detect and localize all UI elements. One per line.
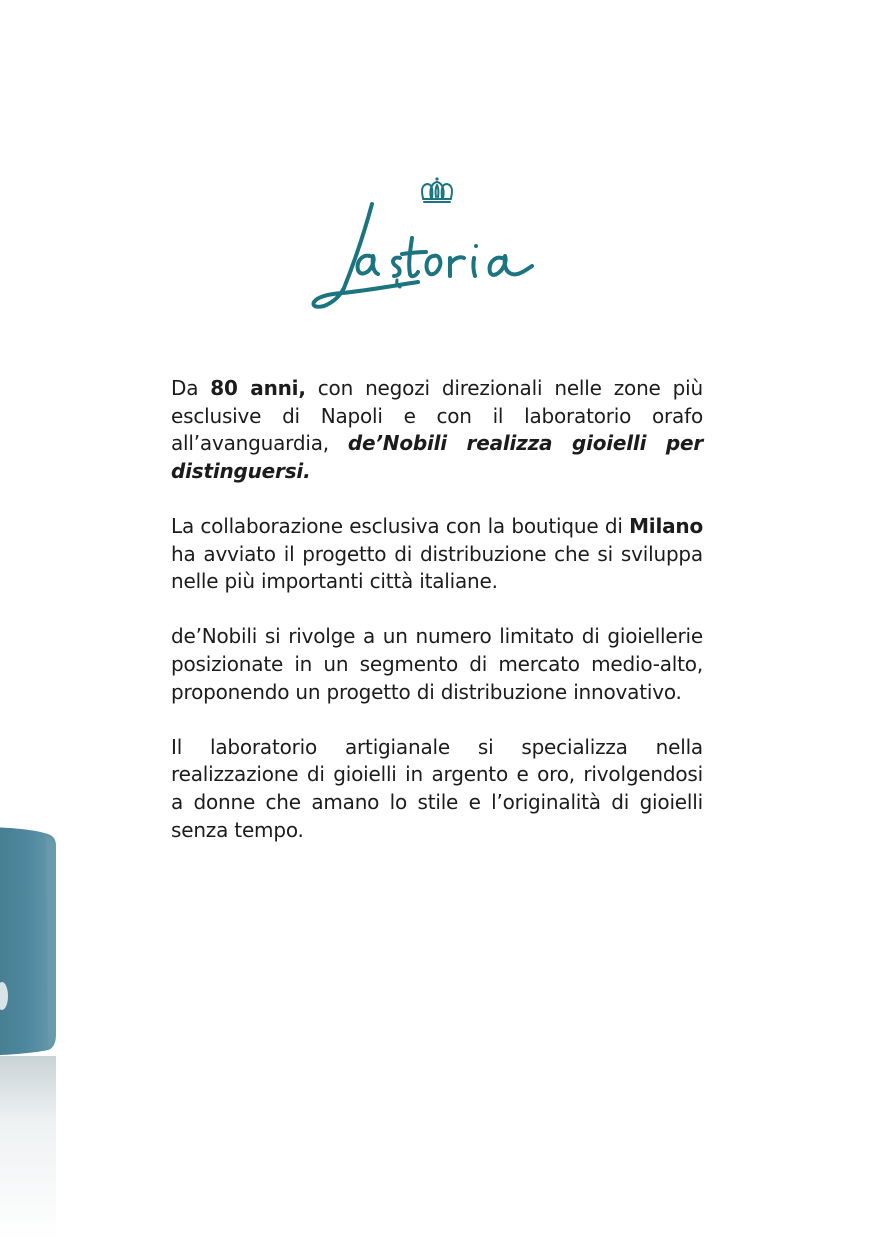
highlight-tagline: de’Nobili realizza gioielli per distinguersi. bbox=[171, 431, 703, 483]
story-text bbox=[171, 375, 703, 872]
paragraph-distribution: de’Nobili si rivolge a un numero limitato di gioiellerie posizionate in un segmento di mercato medio-alto, proponendo un progetto di distribuzione innovativo. bbox=[171, 624, 703, 704]
title-script bbox=[300, 196, 560, 316]
paragraph-collaboration: La collaborazione esclusiva con la boutique di Milano ha avviato il progetto di distribuzione che si sviluppa nelle più importanti città italiane. bbox=[171, 513, 703, 594]
jewelry-box-photo bbox=[0, 820, 60, 1240]
paragraph-history: Da 80 anni, con negozi direzionali nelle zone più esclusive di Napoli e con il laboratorio orafo all’avanguardia, de’Nobili realizza gioielli per distinguersi. bbox=[171, 376, 703, 483]
highlight-years: 80 anni, bbox=[210, 376, 306, 400]
paragraph-laboratory: Il laboratorio artigianale si specializza nella realizzazione di gioielli in argento e oro, rivolgendosi a donne che amano lo stile e l’originalità di gioielli senza tempo. bbox=[171, 734, 703, 842]
highlight-milano: Milano bbox=[629, 513, 703, 538]
page-title bbox=[300, 196, 560, 316]
